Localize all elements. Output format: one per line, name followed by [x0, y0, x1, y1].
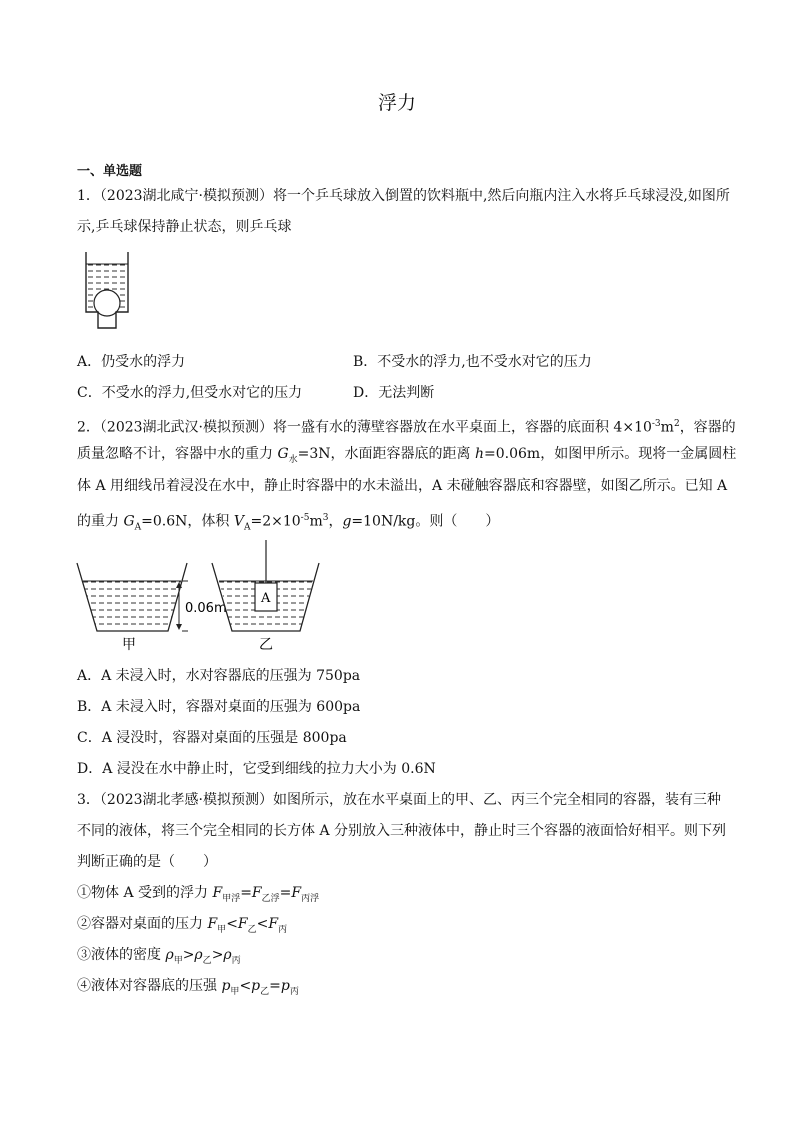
q2-stem-line-3: 体 A 用细线吊着浸没在水中，静止时容器中的水未溢出，A 未碰触容器底和容器壁，如图乙所示。已知 A: [77, 478, 728, 494]
q2-option-b[interactable]: B．A 未浸入时，容器对桌面的压强为 600pa: [77, 699, 361, 715]
q3-statement-4: ④液体对容器底的压强 $p_甲<p_乙=p_丙$: [77, 978, 299, 997]
q1-option-d[interactable]: D．无法判断: [353, 385, 435, 401]
q1-option-a[interactable]: A．仍受水的浮力: [77, 354, 186, 370]
q2-stem-line-1: 2．（2023湖北武汉·模拟预测）将一盛有水的薄壁容器放在水平桌面上，容器的底面积 $4\times 10^{-3}m^2$，容器的: [77, 419, 736, 436]
section-heading: 一、单选题: [77, 164, 143, 179]
bottle-figure: [80, 250, 140, 335]
q2-option-c[interactable]: C．A 浸没时，容器对桌面的压强是 800pa: [77, 730, 347, 746]
block-a-label: A: [261, 591, 271, 606]
q1-stem-line-1: 1．（2023湖北咸宁·模拟预测）将一个乒乓球放入倒置的饮料瓶中,然后向瓶内注入水将乒乓球浸没,如图所: [77, 188, 730, 204]
q2-stem-line-4: 的重力 $G_A=0.6N$，体积 $V_A=2\times 10^{-5}m^3$，g=10N/kg。则（ ）: [77, 513, 500, 533]
q3-statement-2: ②容器对桌面的压力 $F_甲<F_乙<F_丙$: [77, 916, 288, 935]
figure-label-jia: 甲: [122, 637, 136, 653]
q3-stem-line-3: 判断正确的是（ ）: [77, 854, 217, 870]
q3-stem-line-1: 3．（2023湖北孝感·模拟预测）如图所示，放在水平桌面上的甲、乙、丙三个完全相同的容器，装有三种: [77, 792, 721, 808]
q2-option-a[interactable]: A．A 未浸入时，水对容器底的压强为 750pa: [77, 668, 361, 684]
q3-statement-3: ③液体的密度 $\rho_甲>\rho_乙>\rho_丙$: [77, 947, 241, 966]
q1-option-b[interactable]: B．不受水的浮力,也不受水对它的压力: [353, 354, 592, 370]
q2-option-d[interactable]: D．A 浸没在水中静止时，它受到细线的拉力大小为 0.6N: [77, 761, 436, 777]
figure-label-yi: 乙: [259, 637, 273, 653]
q2-stem-line-2: 质量忽略不计，容器中水的重力 $G_水=3N$，水面距容器底的距离 h=0.06m，如图甲所示。现将一金属圆柱: [77, 446, 737, 465]
height-label: 0.06m: [185, 601, 227, 616]
q1-stem-line-2: 示,乒乓球保持静止状态，则乒乓球: [77, 219, 292, 235]
q1-option-c[interactable]: C．不受水的浮力,但受水对它的压力: [77, 385, 303, 401]
q3-statement-1: ①物体 A 受到的浮力 $F_{甲浮}=F_{乙浮}=F_{丙浮}$: [77, 885, 320, 904]
document-title: 浮力: [377, 92, 416, 114]
containers-figure: [75, 537, 325, 655]
q3-stem-line-2: 不同的液体，将三个完全相同的长方体 A 分别放入三种液体中，静止时三个容器的液面恰好相平。则下列: [77, 823, 727, 839]
